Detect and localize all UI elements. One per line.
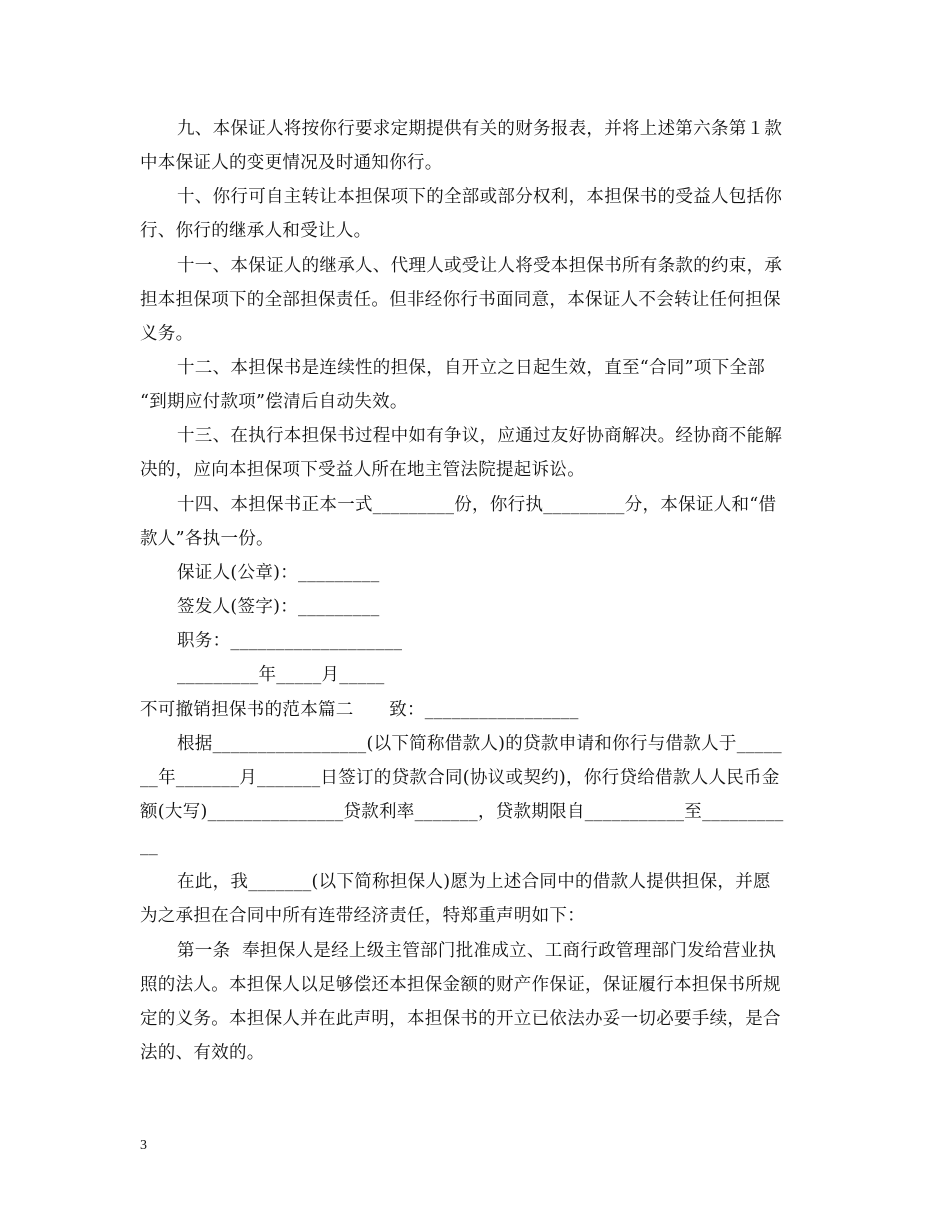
text-line: 中本保证人的变更情况及时通知你行。 (140, 153, 443, 173)
position-line: 职务：___________________ (177, 631, 403, 651)
text-line: 为之承担在合同中所有连带经济责任，特郑重声明如下： (140, 906, 585, 926)
text-line: 十一、本保证人的继承人、代理人或受让人将受本担保书所有条款的约束，承 (177, 256, 783, 276)
text-line: 十四、本担保书正本一式_________份，你行执_________分，本保证人和“借 (177, 495, 777, 515)
text-line: 行、你行的继承人和受让人。 (140, 221, 372, 241)
text-line: 根据_________________(以下简称借款人)的贷款申请和你行与借款人于_____ (177, 734, 782, 754)
text-line: 十、你行可自主转让本担保项下的全部或部分权利，本担保书的受益人包括你 (177, 187, 783, 207)
text-line: 照的法人。本担保人以足够偿还本担保金额的财产作保证，保证履行本担保书所规 (140, 975, 781, 995)
text-line: 十三、在执行本担保书过程中如有争议，应通过友好协商解决。经协商不能解 (177, 426, 783, 446)
text-line: 十二、本担保书是连续性的担保，自开立之日起生效，直至“合同”项下全部 (177, 358, 766, 378)
text-line: 在此，我_______(以下简称担保人)愿为上述合同中的借款人提供担保，并愿 (177, 872, 771, 892)
text-line: 义务。 (140, 324, 194, 344)
signature-issuer-line: 签发人(签字)：_________ (177, 597, 380, 617)
text-line: 款人”各执一份。 (140, 529, 274, 549)
text-line: 第一条 奉担保人是经上级主管部门批准成立、工商行政管理部门发给营业执 (177, 941, 777, 961)
text-line: 法的、有效的。 (140, 1043, 265, 1063)
text-line: 定的义务。本担保人并在此声明，本担保书的开立已依法办妥一切必要手续，是合 (140, 1009, 781, 1029)
text-line: 担本担保项下的全部担保责任。但非经你行书面同意，本保证人不会转让任何担保 (140, 290, 781, 310)
text-line: 额(大写)_______________贷款利率_______，贷款期限自___________至_________ (140, 802, 784, 822)
section-heading: 不可撤销担保书的范本篇二 致：_________________ (140, 700, 579, 720)
text-line: __年_______月_______日签订的贷款合同(协议或契约)，你行贷给借款人人民币金 (140, 768, 780, 788)
date-line: _________年_____月_____ (177, 665, 385, 685)
text-line: “到期应付款项”偿清后自动失效。 (140, 392, 408, 412)
text-line: __ (140, 836, 159, 856)
text-line: 九、本保证人将按你行要求定期提供有关的财务报表，并将上述第六条第１款 (177, 119, 783, 139)
signature-guarantor-line: 保证人(公章)：_________ (177, 563, 380, 583)
text-line: 决的，应向本担保项下受益人所在地主管法院提起诉讼。 (140, 460, 585, 480)
page-number: 3 (140, 1138, 147, 1153)
